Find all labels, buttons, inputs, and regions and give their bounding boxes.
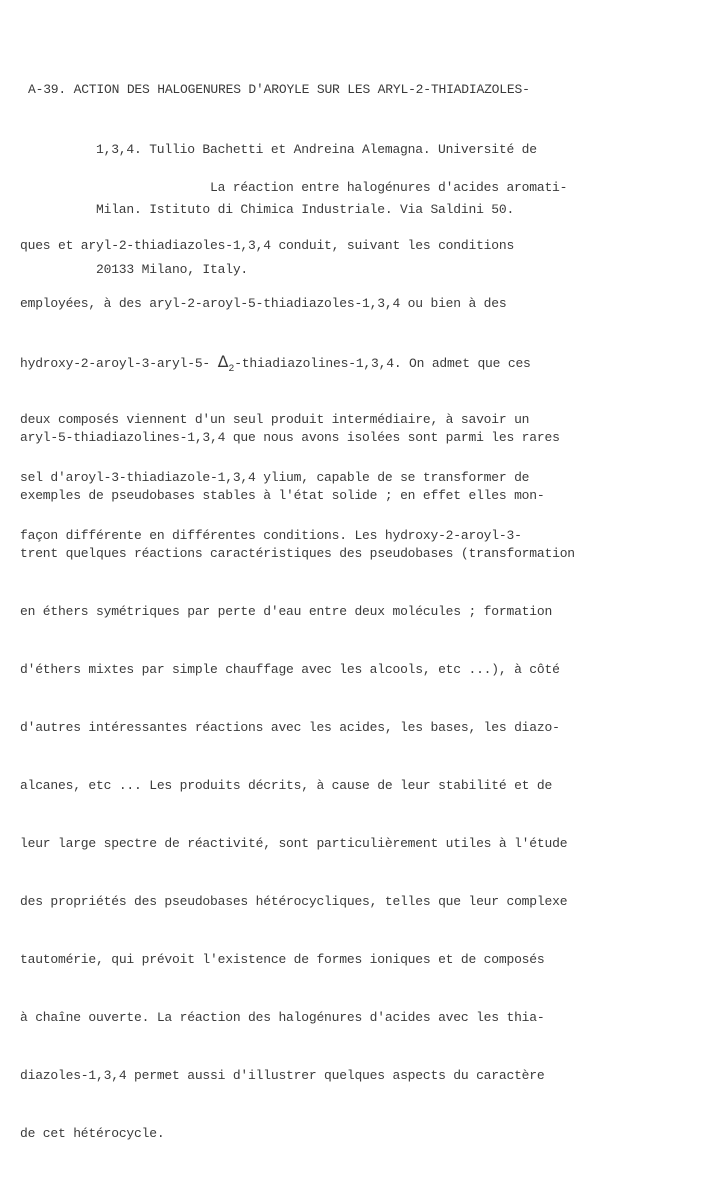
paragraph-line: sel d'aroyl-3-thiadiazole-1,3,4 ylium, capable de se transformer de [20, 470, 530, 485]
delta-subscript: 2 [228, 364, 235, 375]
paragraph-line: à chaîne ouverte. La réaction des halogénures d'acides avec les thia- [20, 1010, 545, 1025]
paragraph-line: en éthers symétriques par perte d'eau entre deux molécules ; formation [20, 604, 553, 619]
paragraph-line: diazoles-1,3,4 permet aussi d'illustrer quelques aspects du caractère [20, 1068, 545, 1083]
paragraph-line: exemples de pseudobases stables à l'état solide ; en effet elles mon- [20, 488, 545, 503]
delta-symbol: Δ [217, 352, 229, 371]
paragraph-line: façon différente en différentes conditions. Les hydroxy-2-aroyl-3- [20, 528, 522, 543]
paragraph-line: des propriétés des pseudobases hétérocycliques, telles que leur complexe [20, 894, 568, 909]
header-address-line: 20133 Milano, Italy. [96, 262, 249, 277]
header-authors-line: 1,3,4. Tullio Bachetti et Andreina Alemagna. Université de [96, 142, 537, 157]
paragraph-line: deux composés viennent d'un seul produit intermédiaire, à savoir un [20, 412, 530, 427]
paragraph-line: employées, à des aryl-2-aroyl-5-thiadiazoles-1,3,4 ou bien à des [20, 296, 507, 311]
header-title-line: A-39. ACTION DES HALOGENURES D'AROYLE SUR LES ARYL-2-THIADIAZOLES- [28, 82, 530, 97]
paragraph-line: leur large spectre de réactivité, sont particulièrement utiles à l'étude [20, 836, 568, 851]
paragraph-line: de cet hétérocycle. [20, 1126, 165, 1141]
paragraph-line: ques et aryl-2-thiadiazoles-1,3,4 conduit, suivant les conditions [20, 238, 515, 253]
paragraph-line: alcanes, etc ... Les produits décrits, à cause de leur stabilité et de [20, 778, 553, 793]
paragraph-line: trent quelques réactions caractéristiques des pseudobases (transformation [20, 546, 575, 561]
paragraph-line: aryl-5-thiadiazolines-1,3,4 que nous avons isolées sont parmi les rares [20, 430, 560, 445]
header-affiliation-line: Milan. Istituto di Chimica Industriale. Via Saldini 50. [96, 202, 515, 217]
text-segment: -thiadiazolines-1,3,4. On admet que ces [234, 356, 531, 371]
paragraph-line: La réaction entre halogénures d'acides aromati- [210, 180, 568, 195]
paragraph-line: d'autres intéressantes réactions avec les acides, les bases, les diazo- [20, 720, 560, 735]
paragraph-line: d'éthers mixtes par simple chauffage avec les alcools, etc ...), à côté [20, 662, 560, 677]
paragraph-line-with-delta [20, 348, 567, 376]
paragraph-2 [20, 394, 575, 1178]
paragraph-line: tautomérie, qui prévoit l'existence de formes ioniques et de composés [20, 952, 545, 967]
text-segment: hydroxy-2-aroyl-3-aryl-5- [20, 356, 218, 371]
